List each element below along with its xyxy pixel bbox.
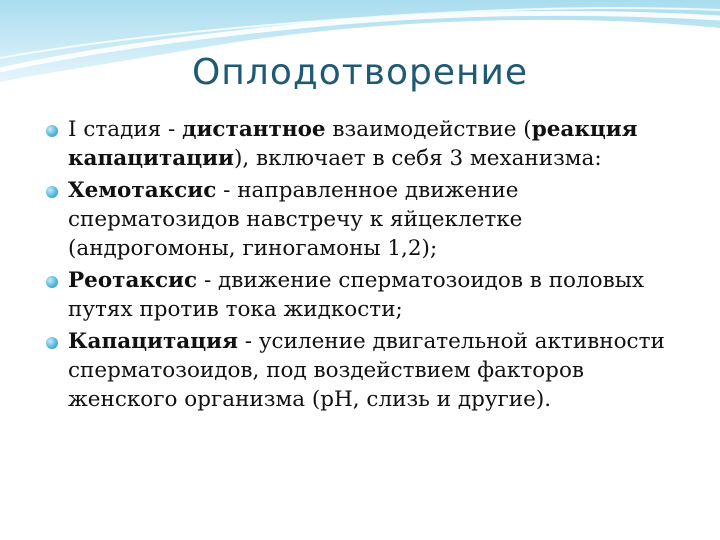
bullet-dot-icon <box>46 276 58 288</box>
item-bold-term: дистантное <box>182 117 326 142</box>
bullet-dot-icon <box>46 125 58 137</box>
bullet-dot-icon <box>46 337 58 349</box>
list-item <box>46 115 686 173</box>
item-text: - движение сперматозоидов в половых путях против тока жидкости; <box>68 268 644 322</box>
item-text: - направленное движение сперматозидов навстречу к яйцеклетке (андрогомоны, гиногамоны 1,2); <box>68 178 523 261</box>
item-text: ), включает в себя 3 механизма: <box>234 146 602 171</box>
item-text: взаимодействие ( <box>325 117 532 142</box>
list-item <box>46 266 686 324</box>
bullet-dot-icon <box>46 186 58 198</box>
item-bold-term: реакция капацитации <box>68 117 638 171</box>
item-bold-term: Хемотаксис <box>68 178 217 203</box>
item-text: I стадия - <box>68 117 183 142</box>
item-bold-term: Реотаксис <box>68 268 198 293</box>
item-bold-term: Капацитация <box>68 329 238 354</box>
list-item <box>46 176 686 263</box>
bullet-list <box>46 115 686 417</box>
list-item <box>46 327 686 414</box>
page-title: Оплодотворение <box>191 52 529 93</box>
item-text: - усиление двигательной активности сперматозоидов, под воздействием факторов женского организма (pH, слизь и другие). <box>68 329 665 412</box>
